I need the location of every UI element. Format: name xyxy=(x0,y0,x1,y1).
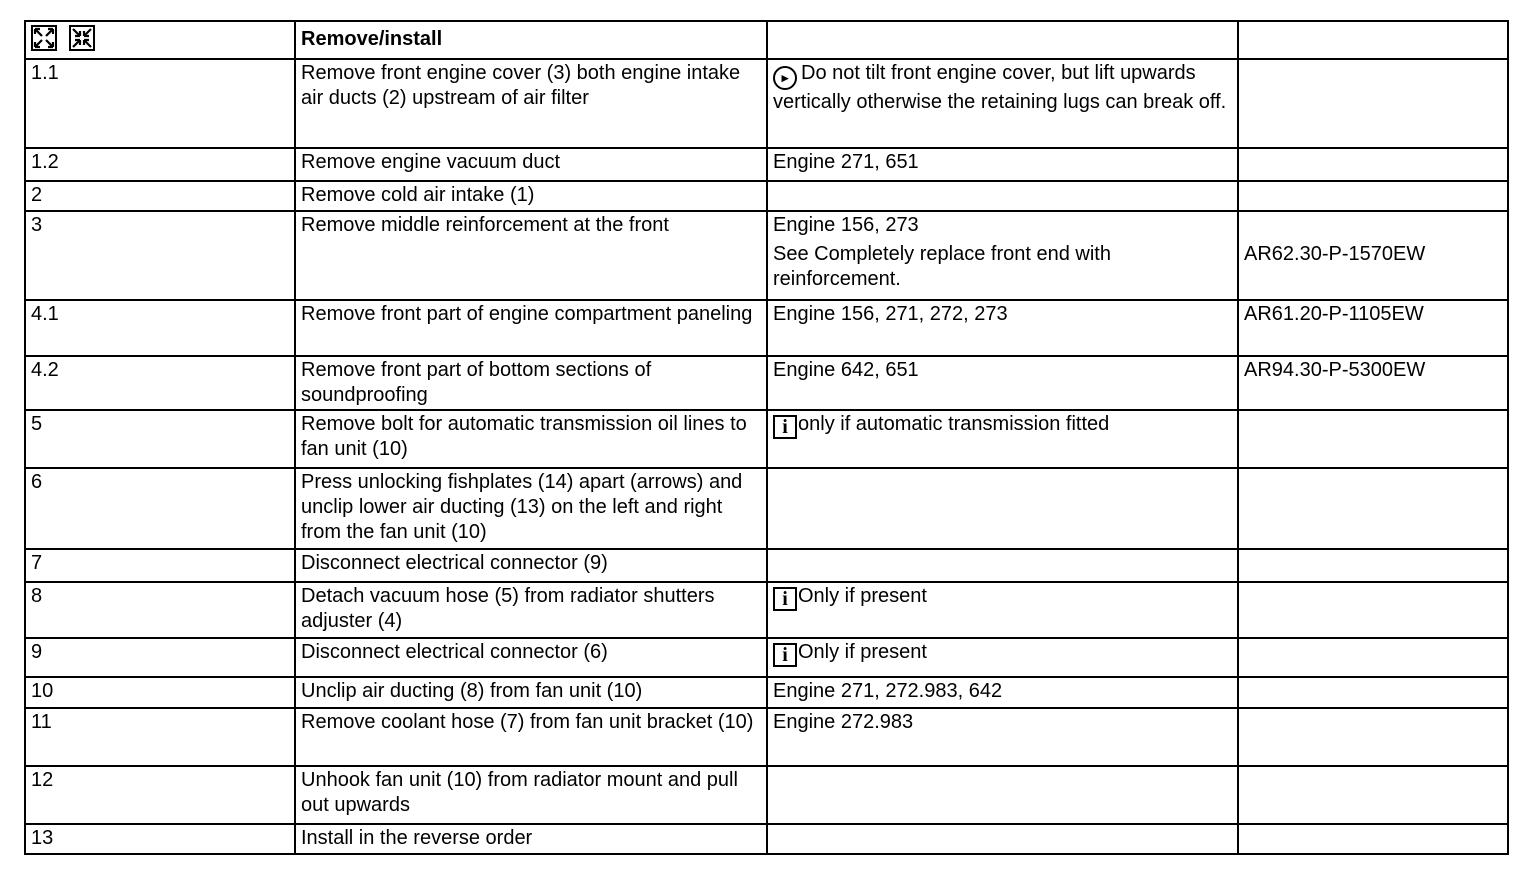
collapse-arrows-icon xyxy=(69,25,95,58)
step-action: Disconnect electrical connector (6) xyxy=(295,638,767,677)
table-row xyxy=(25,468,1508,549)
step-action: Remove bolt for automatic transmission oil lines to fan unit (10) xyxy=(295,410,767,468)
table-row xyxy=(25,766,1508,824)
step-action: Disconnect electrical connector (9) xyxy=(295,549,767,582)
step-number: 13 xyxy=(25,824,295,854)
table-row xyxy=(25,148,1508,181)
step-action: Remove coolant hose (7) from fan unit bracket (10) xyxy=(295,708,767,766)
step-action: Remove engine vacuum duct xyxy=(295,148,767,181)
table-row xyxy=(25,638,1508,677)
table-row xyxy=(25,549,1508,582)
table-row xyxy=(25,410,1508,468)
header-empty-cell xyxy=(767,21,1238,59)
ref-link[interactable]: AR61.20-P-1105EW xyxy=(1244,303,1424,325)
step-ref xyxy=(1238,356,1508,410)
step-note xyxy=(767,181,1238,211)
step-number: 9 xyxy=(25,638,295,677)
info-icon: i xyxy=(773,415,797,439)
step-note xyxy=(767,582,1238,638)
note-text: Engine 156, 273 xyxy=(773,214,919,236)
table-row xyxy=(25,300,1508,356)
header-row xyxy=(25,21,1508,59)
step-number: 1.2 xyxy=(25,148,295,181)
step-action: Unhook fan unit (10) from radiator mount and pull out upwards xyxy=(295,766,767,824)
step-number: 4.2 xyxy=(25,356,295,410)
note-link-text[interactable]: See Completely replace front end with reinforcement. xyxy=(773,243,1111,290)
step-note xyxy=(767,766,1238,824)
step-note xyxy=(767,638,1238,677)
step-ref xyxy=(1238,766,1508,824)
step-note: Engine 642, 651 xyxy=(767,356,1238,410)
step-number: 1.1 xyxy=(25,59,295,148)
step-number: 2 xyxy=(25,181,295,211)
table-row xyxy=(25,824,1508,854)
ref-link[interactable]: AR62.30-P-1570EW xyxy=(1244,243,1426,265)
table-row xyxy=(25,708,1508,766)
header-title: Remove/install xyxy=(295,21,767,59)
step-ref xyxy=(1238,211,1508,300)
step-ref xyxy=(1238,549,1508,582)
ref-link[interactable]: AR94.30-P-5300EW xyxy=(1244,359,1426,381)
step-action: Remove middle reinforcement at the front xyxy=(295,211,767,300)
step-action: Remove front engine cover (3) both engine intake air ducts (2) upstream of air filter xyxy=(295,59,767,148)
note-text: Only if present xyxy=(798,585,927,607)
step-action: Remove cold air intake (1) xyxy=(295,181,767,211)
header-empty-cell xyxy=(1238,21,1508,59)
step-number: 10 xyxy=(25,677,295,708)
expand-arrows-icon xyxy=(31,25,57,58)
step-number: 4.1 xyxy=(25,300,295,356)
step-ref xyxy=(1238,59,1508,148)
header-icons-cell xyxy=(25,21,295,59)
step-ref xyxy=(1238,410,1508,468)
step-action: Remove front part of engine compartment paneling xyxy=(295,300,767,356)
step-action: Unclip air ducting (8) from fan unit (10) xyxy=(295,677,767,708)
step-ref xyxy=(1238,300,1508,356)
step-ref xyxy=(1238,181,1508,211)
step-note xyxy=(767,468,1238,549)
table-row xyxy=(25,181,1508,211)
table-row xyxy=(25,582,1508,638)
step-note: Engine 272.983 xyxy=(767,708,1238,766)
step-number: 7 xyxy=(25,549,295,582)
step-action: Remove front part of bottom sections of soundproofing xyxy=(295,356,767,410)
table-row xyxy=(25,59,1508,148)
note-text: only if automatic transmission fitted xyxy=(798,413,1110,435)
step-action: Install in the reverse order xyxy=(295,824,767,854)
table-row xyxy=(25,356,1508,410)
step-note xyxy=(767,824,1238,854)
step-ref xyxy=(1238,148,1508,181)
step-number: 5 xyxy=(25,410,295,468)
step-ref xyxy=(1238,638,1508,677)
note-text: Only if present xyxy=(798,641,927,663)
step-number: 11 xyxy=(25,708,295,766)
step-number: 8 xyxy=(25,582,295,638)
info-icon: i xyxy=(773,643,797,667)
step-ref xyxy=(1238,677,1508,708)
note-arrow-icon: ▸ xyxy=(773,66,797,90)
step-note xyxy=(767,59,1238,148)
step-note xyxy=(767,211,1238,300)
step-ref xyxy=(1238,708,1508,766)
step-ref xyxy=(1238,468,1508,549)
step-action: Detach vacuum hose (5) from radiator shutters adjuster (4) xyxy=(295,582,767,638)
note-text: Do not tilt front engine cover, but lift upwards vertically otherwise the retaining lugs can break off. xyxy=(773,62,1227,113)
table-row xyxy=(25,211,1508,300)
procedure-table xyxy=(24,20,1509,855)
step-note: Engine 271, 272.983, 642 xyxy=(767,677,1238,708)
step-number: 3 xyxy=(25,211,295,300)
step-ref xyxy=(1238,582,1508,638)
table-row xyxy=(25,677,1508,708)
step-number: 12 xyxy=(25,766,295,824)
step-note: Engine 156, 271, 272, 273 xyxy=(767,300,1238,356)
step-number: 6 xyxy=(25,468,295,549)
info-icon: i xyxy=(773,587,797,611)
step-action: Press unlocking fishplates (14) apart (arrows) and unclip lower air ducting (13) on the left and right from the fan unit (10) xyxy=(295,468,767,549)
step-note: Engine 271, 651 xyxy=(767,148,1238,181)
step-ref xyxy=(1238,824,1508,854)
step-note xyxy=(767,410,1238,468)
step-note xyxy=(767,549,1238,582)
